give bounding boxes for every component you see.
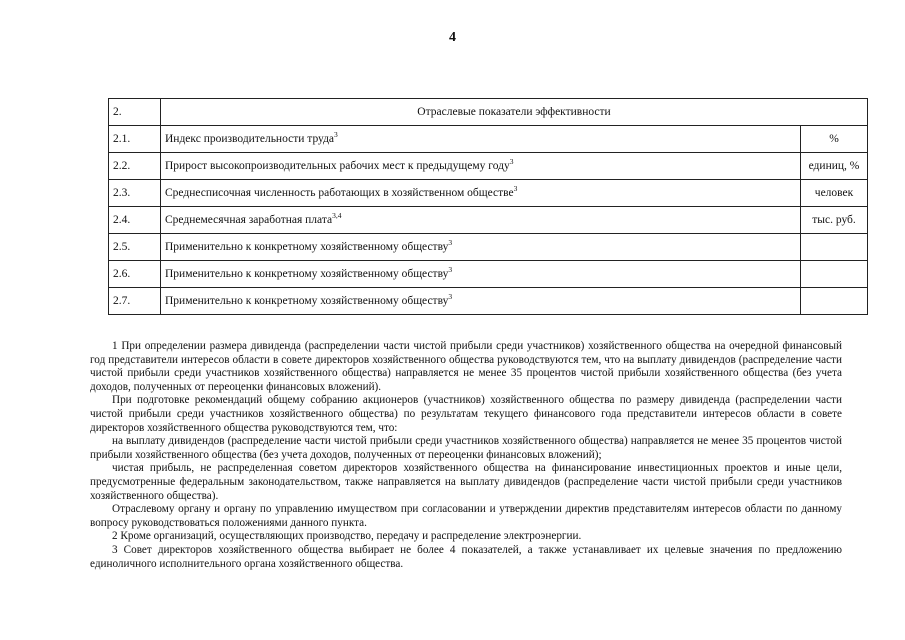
table-row [109,207,868,234]
section-title: Отраслевые показатели эффективности [161,99,868,126]
row-unit [801,261,868,288]
row-label-cell [161,153,801,180]
row-unit [801,288,868,315]
footnotes [90,340,842,571]
row-unit: тыс. руб. [801,207,868,234]
footnote-paragraph: Отраслевому органу и органу по управлению имуществом при согласовании и утверждении директив представителям интересов области по данному вопросу руководствоваться положениями данного пункта. [90,503,842,529]
table-row [109,126,868,153]
footnote-paragraph: чистая прибыль, не распределенная советом директоров хозяйственного общества на финансирование инвестиционных проектов и иные цели, предусмотренные федеральным законодательством, также направляется на выплату дивидендов (распределение части чистой прибыли среди участников хозяйственного общества). [90,462,842,502]
row-unit: единиц, % [801,153,868,180]
footnote-ref: 3 [509,157,514,167]
row-label: Применительно к конкретному хозяйственному обществу [165,241,449,253]
row-label-cell [161,180,801,207]
row-label: Среднемесячная заработная плата [165,214,333,226]
row-number: 2.6. [109,261,161,288]
footnote-paragraph: 2 Кроме организаций, осуществляющих производство, передачу и распределение электроэнергии. [112,530,582,543]
row-unit [801,234,868,261]
footnote-ref: 3 [448,265,453,275]
row-label: Прирост высокопроизводительных рабочих мест к предыдущему году [165,160,510,172]
table-header-row [109,99,868,126]
row-label: Применительно к конкретному хозяйственному обществу [165,268,449,280]
row-label-cell [161,261,801,288]
row-number: 2.1. [109,126,161,153]
footnote-ref: 3,4 [332,211,342,221]
row-number: 2.4. [109,207,161,234]
table-row [109,153,868,180]
table-row [109,180,868,207]
footnote-ref: 3 [513,184,518,194]
footnote-ref: 3 [334,130,338,140]
row-label: Применительно к конкретному хозяйственному обществу [165,295,449,307]
indicators-table [108,98,868,315]
footnote-paragraph: на выплату дивидендов (распределение части чистой прибыли среди участников хозяйственного общества) направляется не менее 35 процентов чистой прибыли хозяйственного общества (без учета доходов, полученных от переоценки финансовых вложений); [90,435,842,461]
row-unit: человек [801,180,868,207]
row-number: 2.7. [109,288,161,315]
page-number: 4 [449,30,456,45]
row-label-cell [161,207,801,234]
footnote-paragraph: 3 Совет директоров хозяйственного общества выбирает не более 4 показателей, а также устанавливает их целевые значения по предложению единоличного исполнительного органа хозяйственного общества. [90,543,842,570]
footnote-paragraph: При подготовке рекомендаций общему собранию акционеров (участников) хозяйственного общества по размеру дивиденда (распределении части чистой прибыли среди участников хозяйственного общества) по результатам текущего финансового года представители интересов области в совете директоров хозяйственного общества руководствуются тем, что: [90,394,842,434]
footnote-ref: 3 [448,238,453,248]
section-number: 2. [109,99,161,126]
table-row [109,234,868,261]
row-number: 2.3. [109,180,161,207]
row-number: 2.5. [109,234,161,261]
row-label: Среднесписочная численность работающих в хозяйственном обществе [165,187,514,199]
row-label: Индекс производительности труда [165,133,335,145]
row-label-cell [161,126,801,153]
row-label-cell [161,234,801,261]
table-row [109,261,868,288]
row-label-cell [161,288,801,315]
footnote-paragraph: 1 При определении размера дивиденда (распределении части чистой прибыли среди участников) хозяйственного общества на очередной финансовый год представители интересов области в совете директоров хозяйственного общества руководствуются тем, что на выплату дивидендов (распределение части чистой прибыли среди участников хозяйственного общества) направляется не менее 35 процентов чистой прибыли хозяйственного общества (без учета доходов, полученных от переоценки финансовых вложений). [90,340,842,393]
footnote-ref: 3 [448,292,453,302]
table-row [109,288,868,315]
row-unit: % [801,126,868,153]
row-number: 2.2. [109,153,161,180]
